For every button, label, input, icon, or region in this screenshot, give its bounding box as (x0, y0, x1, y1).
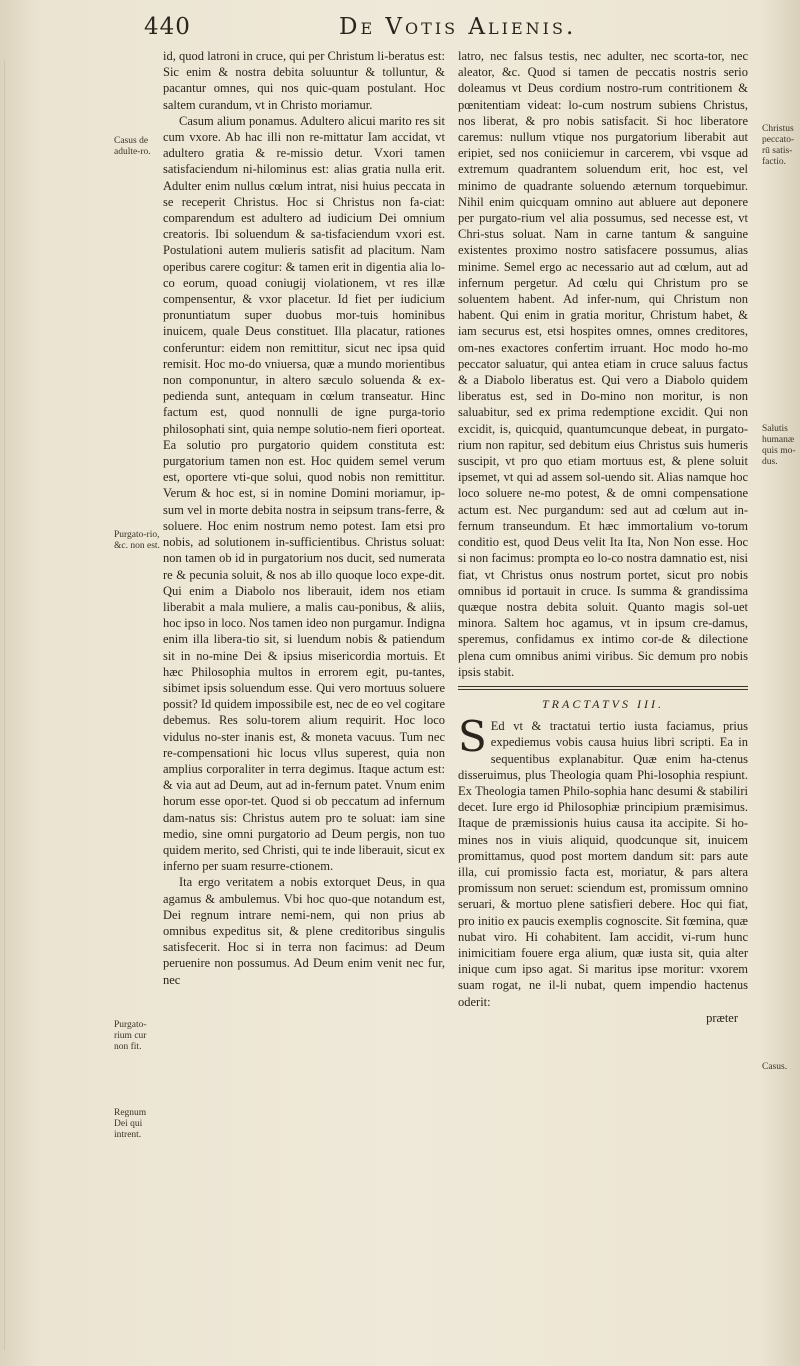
running-title: De Votis Alienis. (339, 14, 577, 40)
left-paragraph-1: id, quod latroni in cruce, qui per Christum li-beratus est: Sic enim & nostra debita soluuntur & tolluntur, & pacantur omnes, qui nos quic-quam postulant. Hoc saltem curandum, vt in Christo moriamur. (163, 49, 445, 112)
running-header (144, 14, 754, 46)
margin-note-casus-adultero: Casus de adulte-ro. (114, 136, 151, 157)
tractatus-paragraph (458, 712, 748, 1010)
drop-capital: S (458, 712, 487, 762)
section-rule-top (458, 686, 748, 687)
tractatus-heading: TRACTATVS III. (542, 696, 664, 711)
margin-note-purgatorio: Purgato-rio, &c. non est. (114, 530, 160, 551)
section-rule-bottom (458, 689, 748, 690)
margin-note-casus: Casus. (762, 1062, 788, 1072)
left-paragraph-2: Casum alium ponamus. Adultero alicui marito res sit cum vxore. Ab hac illi non re-mittatur Iam accidat, vt adultero gratia & re-missio detur. Vxori tamen satisfaciendum ni-hilominus est: alias gratia nulla erit. Adulter enim nullus cœlum intrat, nisi huius peccata in se receperit Christus. Hoc si Christus non fa-ciat: comparendum est adultero ad iudicium Dei omnium creatoris. Ibi soluendum & sa-tisfaciendum vxori est. Postulationi autem mulieris satisfit ad placitum. Nam operibus carere cogitur: & tamen erit in digentia alia lo-co eorum, quoad coniugij violationem, vt res illæ compensentur, & vxor placetur. Id fiet per iudicium pronuntiatum super duobus mor-tuis hominibus inuicem, quale Deus constituet. Illa placatur, rationes conferuntur: eidem non remittitur, sicut nec ipsa quid remisit. Hoc mo-do vniuersa, quæ a mundo morientibus non componuntur, in altero sæculo soluenda & ex-pedienda sunt, antequam in cœlum transeatur. Hinc factum est, quod nonnulli de igne purga-torio philosophati sint, quia nempe solutio-nem fieri oporteat. Ea solutio pro purgatorio quidem constituta est: purgatorium tamen non est. Hoc quidem semel verum est, oportere vti-que solui, quod nobis non remittitur. Verum & hoc est, si in nomine Domini moriamur, ip-sum vel in morte debita nostra in seipsum trans-ferre, & soluere. Hoc enim nostrum nemo potest. Iam etsi pro nobis, ad solutionem in-sufficientibus. Christus soluat: non tamen ob id in purgatorium nos ducit, sed numerata re & pecunia soluit, & nos ab illo quoque loco expe-dit. Qui enim a Diabolo nos liberauit, idem nos etiam liberabit a mala muliere, a malis cau-ponibus, & aliis, hoc ipso in loco. Nos tamen ideo non purgamur. Indigna enim illa libera-tio sit, si luendum nobis & patiendum sit in no-mine Dei & ipsius misericordia mortuis. Et hæc Philosophia multos in errorem egit, pu-tantes, sibimet ipsis soluendum esse. Qui vero mortuus soluere possit? Id quidem impossibile est, nec de eo vel cogitare debemus. Res solu-torem alium requirit. Hoc loco vidulus no-ster inanis est, & moneta vacuus. Tum nec re-compensationi hic locus vllus superest, quia non amplius corporaliter in terra degimus. Itaque actum est: & via aut ad Deum, aut ad in-fernum patet. Vnum enim horum esse opor-tet. Quod si ob peccatum ad infernum dam-natus sis: Christus autem pro te soluat: iam sine medio, sine omni purgatorio ad Deum pergis, non tuo quidem merito, sed Christi, qui te inde liberauit, sicut ex inferno per suam resurre-ctionem. (163, 113, 445, 874)
left-paragraph-3: Ita ergo veritatem a nobis extorquet Deus, in qua agamus & ambulemus. Vbi hoc quo-que notandum est, Dei regnum intrare nemi-nem, qui non prius ab omnibus expeditus sit, & plene creditoribus singulis satisfecerit. Hoc si in terra non facimus: ad Deum peruenire non possumus. Ad Deum enim venit nec fur, nec (163, 875, 445, 987)
margin-note-christus-satisfactio: Christus peccato-rū satis-factio. (762, 124, 795, 167)
catchword: præter (706, 1010, 738, 1025)
margin-note-regnum-dei: Regnum Dei qui intrent. (114, 1108, 147, 1140)
right-paragraph-1: latro, nec falsus testis, nec adulter, nec scorta-tor, nec aleator, &c. Quod si tamen de peccatis nostris serio doleamus vt Deus cordium nostro-rum contritionem & pœnitentiam videat: lo-cum nostrum subiens Christus, nos liberat, & pro nobis satisfacit. Si hoc liberatore caremus: nullum vtique nos purgatorium liberabit aut eripiet, sed nos coniiciemur in carcerem, vbi vsque ad extremum quadrantem soluendum erit, hoc est, vel minimo de quadrante soluendo æternum torquebimur. Nihil enim quicquam omnino aut abluere aut deponere per purgato-rium vel alia possumus, sed necesse est, vt Chri-stus soluat. Nam in carne tantum & sanguine existentes proximo nostro satisfacere possumus, alias minime. Semel ergo ac necessario aut ad cœlum, aut ad infernum pergetur. Ad cœlu qui Christum pro se soluentem habent. Ad infer-num, qui Christum non habent. Qui enim in gratia moritur, Christum habet, & iam securus est, etsi hospites omnes, omnes creditores, om-nes exactores confertim irruant. Hoc modo ho-mo peccator saluatur, qui antea etiam in cruce saluus factus & a Diabolo liberatus est. Qui vero a Diabolo quidem liberatus est, sed in Do-mino non moritur, is non saluabitur, sed ex prima redemptione excidit. Qui non excidit, is, quicquid, quantumcunque debeat, in purgato-rium non rapitur, sed debitum eius Christus suis humeris suscipit, vt pro quo etiam mortuus est, & plene soluit ipsemet, vt qui ad assem sol-uendo sit. Alias namque hoc loco soluere ne-mo potest, & de omni compensatione actum est. Nec purgandum: sed aut ad cœlum aut in-fernum transeundum. Et hæc immortalium vo-torum conditio est, quod Deus velit Ita Ita, Non Non esse. Hoc si non facimus: prompta eo lo-co nostra damnatio est, nisi fiat, vt Christus onus nostrum portet, sicut pro nobis omnibus id portauit in cruce. Is summa & grandissima quæque nostra debita soluit. Quanto magis sol-uet minora. Saltem hoc agamus, vt in ipsum cre-damus, speremus, confidamus ex intimo cor-de & dilectione plena cum omnibus animi viribus. Sic demum pro nobis ipsis stabit. (458, 49, 748, 679)
page-number: 440 (144, 14, 191, 40)
margin-note-salutis-modus: Salutis humanæ quis mo-dus. (762, 424, 796, 467)
left-text-column (163, 48, 445, 988)
margin-note-purgatorium-cur: Purgato-rium cur non fit. (114, 1020, 147, 1052)
tractatus-text: Ed vt & tractatui tertio iusta faciamus, prius expediemus vobis causa huius libri scripti. Ea in sequentibus explanabitur. Quæ enim ha-ctenus disseruimus, plus Theologia quam Phi-losophia respiunt. Ex Theologia tamen Philo-sophia hanc desumi & stabiliri decet. Iure ergo id Philosophiæ principium præmisimus. Itaque de præmissionis huius causa ita accipite. Si ho-mines nos in viuis aliquid, quodcunque sit, inuicem promittamus, quod post mortem dandum sit: pars aute illa, cui promissio facta est, moriatur, & pars altera promissum non seruet: sciendum est, promissum omnino seruari, & mortuo plene satisfieri debere. Hoc qui fiat, pro initio ex paucis exemplis cognoscite. Sit fœmina, quæ nubat viro. Hi cohabitent. Iam accidit, vi-rum hunc inimicitiam fouere erga alium, quæ iusta sit, quia alter inique cum ipso agat. Si maritus ipse moritur: vxorem suam rogat, ne il-li nubat, quem impendio hactenus oderit: (458, 719, 748, 1009)
page-edge-shadow (4, 60, 5, 1350)
right-text-column (458, 48, 748, 1026)
